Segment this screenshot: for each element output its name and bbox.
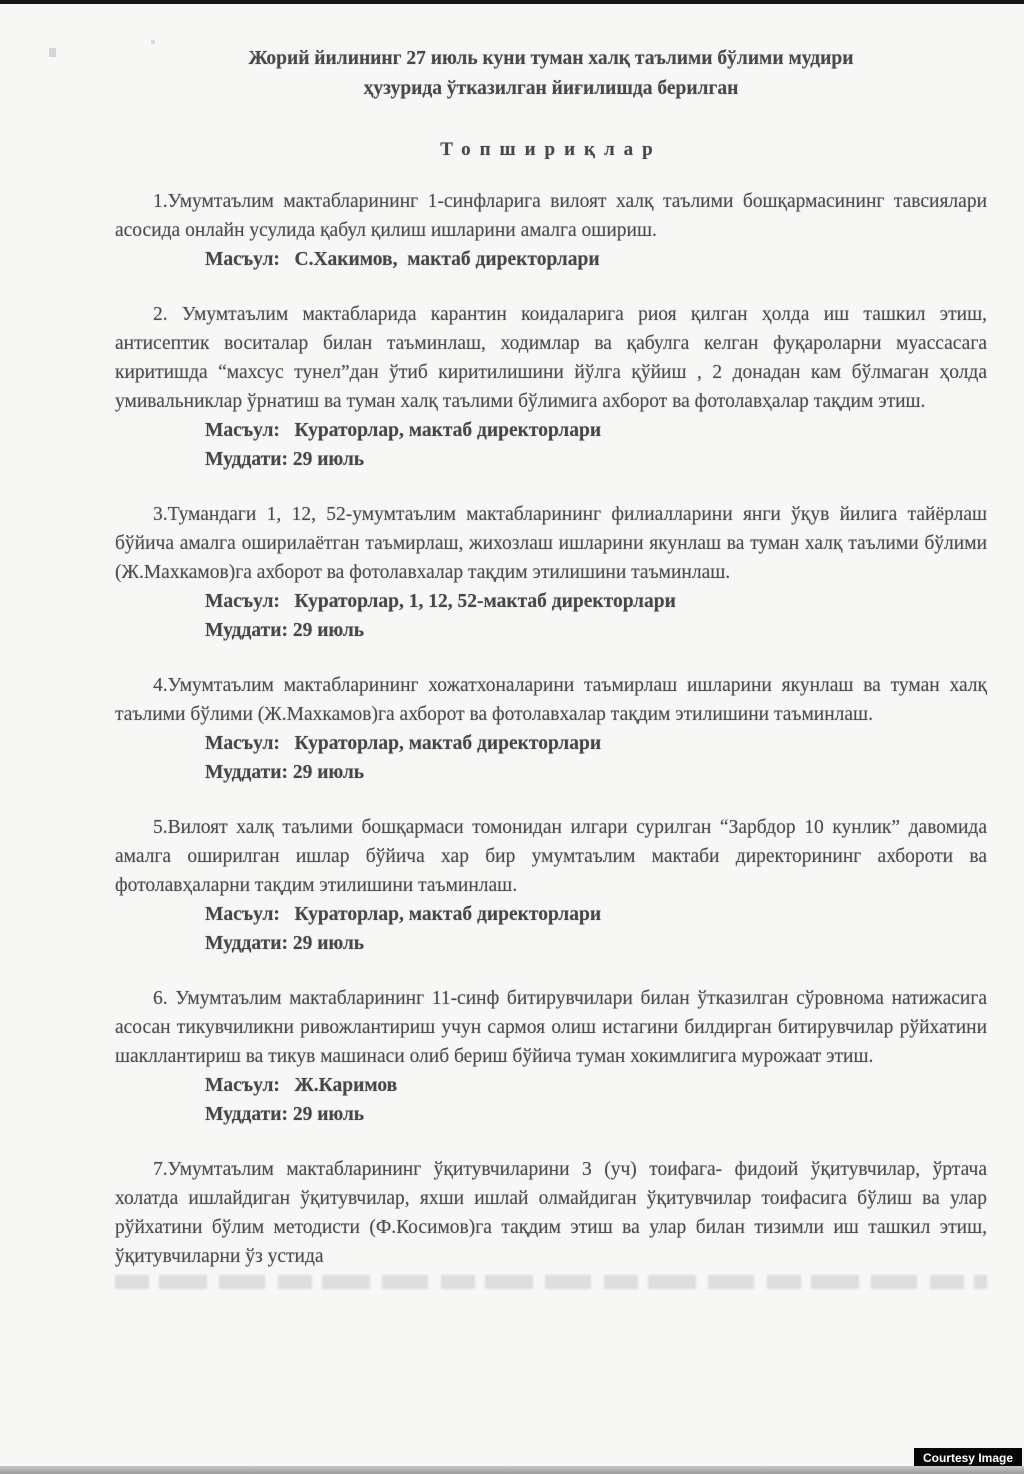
task-deadline: Муддати: 29 июль xyxy=(205,762,365,783)
task-body: 2. Умумтаълим мактабларида карантин коидаларига риоя қилган ҳолда иш ташкил этиш, антисептик воситалар билан таъминлаш, ходимлар ва қабулга келган фуқароларни муассасага киритишда “махсус тунел”дан ўтиб киритилишини йўлга қўйиш , 2 донадан кам бўлмаган ҳолда умивальниклар ўрнатиш ва туман халқ таълими бўлимига ахборот ва фотолавҳалар тақдим этиш. xyxy=(115,304,987,412)
task-responsible: Масъул: Кураторлар, мактаб директорлари xyxy=(205,420,602,441)
task-item-4 xyxy=(115,671,987,787)
document-title-line-1: Жорий йилининг 27 июль куни туман халқ таълими бўлими мудири xyxy=(248,48,854,69)
task-responsible: Масъул: Кураторлар, мактаб директорлари xyxy=(205,904,602,925)
task-responsible: Масъул: Ж.Каримов xyxy=(205,1075,398,1096)
document-title-line-2: ҳузурида ўтказилган йиғилишда берилган xyxy=(363,78,739,99)
faded-text-remnant xyxy=(115,1275,987,1289)
task-deadline: Муддати: 29 июль xyxy=(205,620,365,641)
task-deadline: Муддати: 29 июль xyxy=(205,933,365,954)
task-responsible: Масъул: Кураторлар, 1, 12, 52-мактаб директорлари xyxy=(205,591,676,612)
task-deadline: Муддати: 29 июль xyxy=(205,449,365,470)
document-title xyxy=(115,44,987,104)
task-responsible: Масъул: С.Хакимов, мактаб директорлари xyxy=(205,249,600,270)
task-body: 3.Тумандаги 1, 12, 52-умумтаълим мактабларининг филиалларини янги ўқув йилига тайёрлаш бўйича амалга оширилаётган таъмирлаш, жихозлаш ишларини якунлаш ва туман халқ таълими бўлими (Ж.Махкамов)га ахборот ва фотолавхалар тақдим этилишини таъминлаш. xyxy=(115,504,987,583)
document-content xyxy=(115,0,987,1289)
task-body: 4.Умумтаълим мактабларининг хожатхоналарини таъмирлаш ишларини якунлаш ва туман халқ таълими бўлими (Ж.Махкамов)га ахборот ва фотолавхалар тақдим этилишини таъминлаш. xyxy=(115,675,987,725)
task-body: 1.Умумтаълим мактабларининг 1-синфларига вилоят халқ таълими бошқармасининг тавсиялари асосида онлайн усулида қабул қилиш ишларини амалга ошириш. xyxy=(115,191,987,241)
tasks-heading: Топшириқлар xyxy=(440,139,662,160)
task-responsible: Масъул: Кураторлар, мактаб директорлари xyxy=(205,733,602,754)
task-item-6 xyxy=(115,984,987,1129)
task-item-2 xyxy=(115,300,987,474)
courtesy-image-watermark: Courtesy Image xyxy=(914,1448,1022,1469)
task-body: 5.Вилоят халқ таълими бошқармаси томонидан илгари сурилган “Зарбдор 10 кунлик” давомида амалга оширилган ишлар бўйича хар бир умумтаълим мактаби директорининг ахбороти ва фотолавҳаларни тақдим этилишини таъминлаш. xyxy=(115,817,987,896)
task-body: 7.Умумтаълим мактабларининг ўқитувчиларини 3 (уч) тоифага- фидоий ўқитувчилар, ўртача холатда ишлайдиган ўқитувчилар, яхши ишлай олмайдиган ўқитувчилар тоифасига бўлиш ва улар рўйхатини бўлим методисти (Ф.Косимов)га тақдим этиш ва улар билан тизимли иш ташкил этиш, ўқитувчиларни ўз устида xyxy=(115,1159,987,1267)
task-deadline: Муддати: 29 июль xyxy=(205,1104,365,1125)
task-body: 6. Умумтаълим мактабларининг 11-синф битирувчилари билан ўтказилган сўровнома натижасига асосан тикувчиликни ривожлантириш учун сармоя олиш истагини билдирган битирувчилар рўйхатини шакллантириш ва тикув машинаси олиб бериш бўйича туман хокимлигига мурожаат этиш. xyxy=(115,988,987,1067)
scan-bottom-edge xyxy=(0,1466,1024,1474)
task-item-7 xyxy=(115,1155,987,1289)
task-item-1 xyxy=(115,187,987,274)
task-item-5 xyxy=(115,813,987,958)
task-item-3 xyxy=(115,500,987,645)
scan-artifact-speck xyxy=(49,48,56,57)
